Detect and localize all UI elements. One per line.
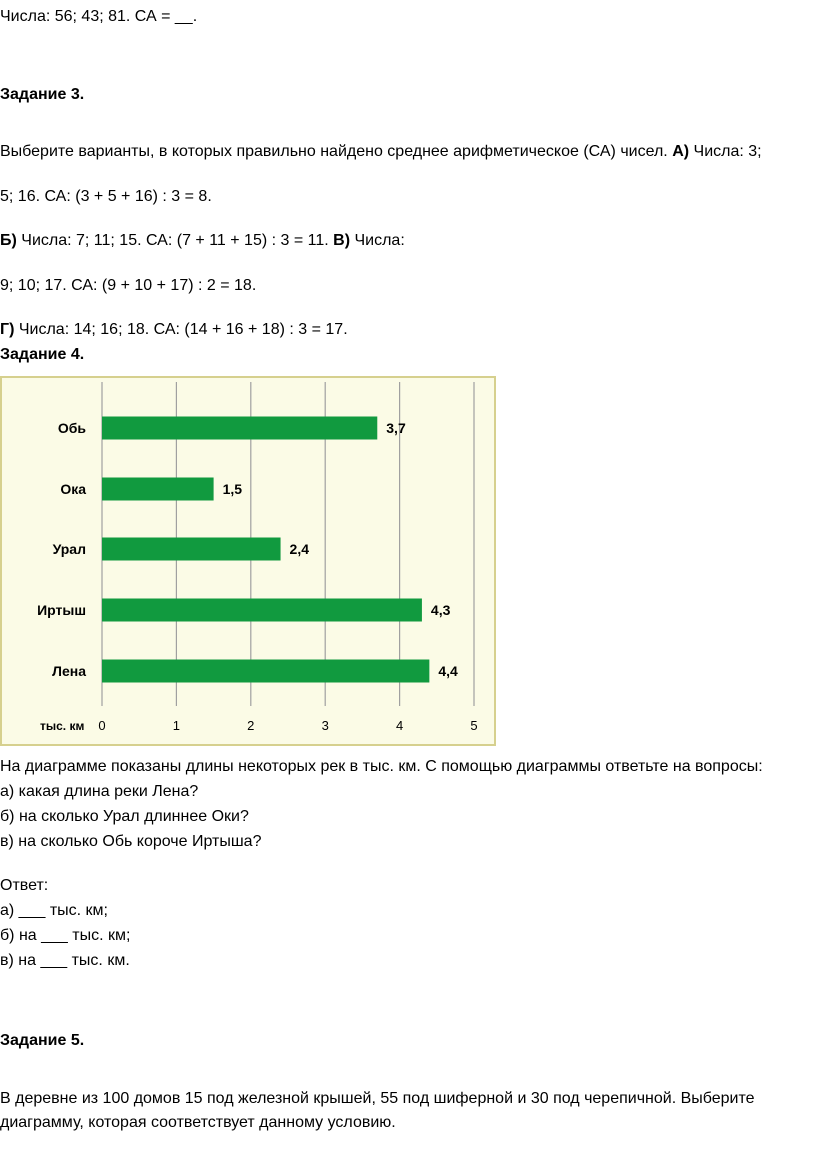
value-label: 3,7 [386, 420, 406, 436]
value-label: 1,5 [222, 481, 243, 497]
option-a-continued: 5; 16. СА: (3 + 5 + 16) : 3 = 8. [0, 188, 212, 205]
x-tick-label: 0 [98, 718, 106, 733]
option-b-text: Числа: 7; 11; 15. СА: (7 + 11 + 15) : 3 = 11. [16, 232, 334, 249]
question-c: в) на сколько Обь короче Иртыша? [0, 833, 262, 850]
answer-b: б) на ___ тыс. км; [0, 927, 131, 944]
task-3-heading: Задание 3. [0, 86, 85, 103]
option-a-label: А) [672, 143, 690, 160]
x-axis-unit-label: тыс. км [40, 719, 85, 733]
option-v-label: В) [333, 232, 351, 249]
option-g-line [0, 320, 348, 340]
value-label: 2,4 [289, 541, 310, 557]
task-5-text-1: В деревне из 100 домов 15 под железной крышей, 55 под шиферной и 30 под черепичной. Выберите [0, 1090, 755, 1107]
option-b-line [0, 231, 405, 251]
option-g-text: Числа: 14; 16; 18. СА: (14 + 16 + 18) : 3 = 17. [14, 321, 348, 338]
category-label: Лена [52, 663, 86, 679]
x-tick-label: 2 [247, 718, 255, 733]
answer-label: Ответ: [0, 877, 49, 894]
bar-3 [102, 538, 281, 561]
category-label: Урал [52, 541, 86, 557]
question-a: а) какая длина реки Лена? [0, 783, 199, 800]
answer-a: а) ___ тыс. км; [0, 902, 108, 919]
numbers-line: Числа: 56; 43; 81. СА = __. [0, 8, 198, 25]
bar-4 [102, 599, 422, 622]
category-label: Ока [60, 481, 86, 497]
task-3-instruction [0, 142, 762, 162]
task-4-heading: Задание 4. [0, 346, 85, 363]
x-tick-label: 3 [321, 718, 329, 733]
x-tick-label: 4 [395, 718, 404, 733]
bar-2 [102, 478, 214, 501]
option-v-continued: 9; 10; 17. СА: (9 + 10 + 17) : 2 = 18. [0, 277, 257, 294]
question-intro: На диаграмме показаны длины некоторых рек в тыс. км. С помощью диаграммы ответьте на вопросы: [0, 758, 763, 775]
answer-c: в) на ___ тыс. км. [0, 952, 130, 969]
option-v-numbers: Числа: [350, 232, 405, 249]
option-g-label: Г) [0, 321, 15, 338]
category-label: Иртыш [37, 602, 86, 618]
category-label: Обь [57, 420, 86, 436]
instruction-text: Выберите варианты, в которых правильно найдено среднее арифметическое (СА) чисел. [0, 143, 673, 160]
value-label: 4,4 [438, 663, 458, 679]
x-tick-label: 1 [172, 718, 181, 733]
question-b: б) на сколько Урал длиннее Оки? [0, 808, 249, 825]
bar-1 [102, 417, 377, 440]
task-5-heading: Задание 5. [0, 1032, 85, 1049]
task-5-text-2: диаграмму, которая соответствует данному условию. [0, 1114, 396, 1131]
option-a-numbers: Числа: 3; [689, 143, 762, 160]
x-tick-label: 5 [470, 718, 478, 733]
value-label: 4,3 [430, 602, 451, 618]
option-b-label: Б) [0, 232, 17, 249]
bar-5 [102, 660, 429, 683]
rivers-bar-chart [0, 376, 496, 746]
